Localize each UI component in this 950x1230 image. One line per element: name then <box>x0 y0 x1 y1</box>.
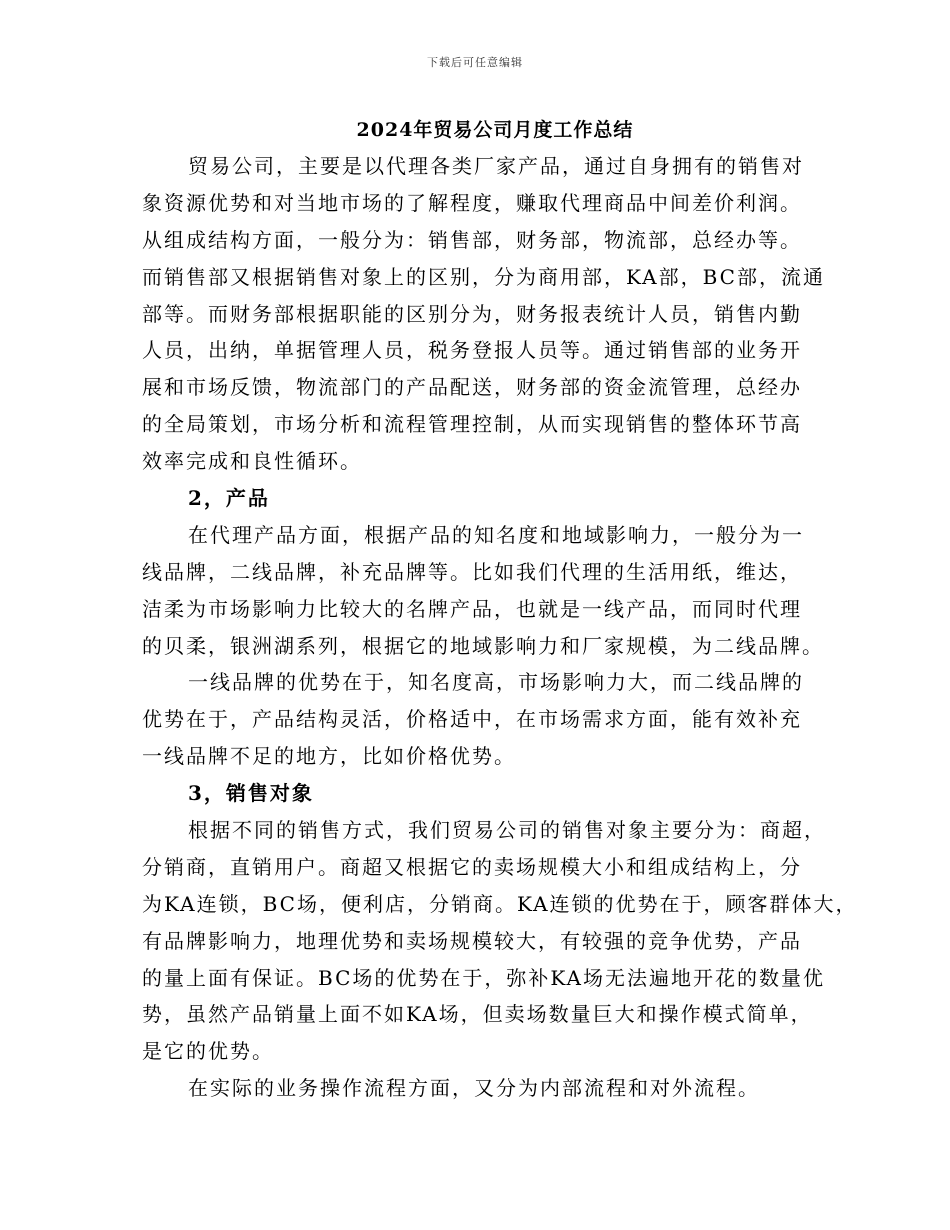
paragraph-line: 而销售部又根据销售对象上的区别，分为商用部，KA部，BC部，流通 <box>142 264 825 289</box>
paragraph-line: 一线品牌不足的地方，比如价格优势。 <box>142 744 516 769</box>
paragraph-line: 展和市场反馈，物流部门的产品配送，财务部的资金流管理，总经办 <box>142 375 802 400</box>
paragraph-line: 的贝柔，银洲湖系列，根据它的地域影响力和厂家规模，为二线品牌。 <box>142 633 824 658</box>
paragraph-line: 有品牌影响力，地理优势和卖场规模较大，有较强的竞争优势，产品 <box>142 928 802 953</box>
paragraph-line: 洁柔为市场影响力比较大的名牌产品，也就是一线产品，而同时代理 <box>142 596 802 621</box>
paragraph-line: 贸易公司，主要是以代理各类厂家产品，通过自身拥有的销售对 <box>188 154 804 178</box>
paragraph-line: 的全局策划，市场分析和流程管理控制，从而实现销售的整体环节高 <box>142 412 802 437</box>
paragraph-line: 是它的优势。 <box>142 1039 274 1064</box>
paragraph-line: 为KA连锁，BC场，便利店，分销商。KA连锁的优势在于，顾客群体大， <box>142 891 858 916</box>
section-heading: 2，产品 <box>188 486 270 511</box>
document-title: 2024年贸易公司月度工作总结 <box>356 119 634 141</box>
document-body <box>142 148 858 1107</box>
paragraph-line: 优势在于，产品结构灵活，价格适中，在市场需求方面，能有效补充 <box>142 707 802 732</box>
paragraph-line: 的量上面有保证。BC场的优势在于，弥补KA场无法遍地开花的数量优 <box>142 965 825 990</box>
section-heading: 3，销售对象 <box>188 781 314 806</box>
paragraph-line: 在代理产品方面，根据产品的知名度和地域影响力，一般分为一 <box>188 522 804 547</box>
paragraph-line: 根据不同的销售方式，我们贸易公司的销售对象主要分为：商超， <box>188 818 826 843</box>
paragraph-line: 一线品牌的优势在于，知名度高，市场影响力大，而二线品牌的 <box>188 670 804 695</box>
paragraph-line: 部等。而财务部根据职能的区别分为，财务报表统计人员，销售内勤 <box>142 301 802 326</box>
paragraph-line: 分销商，直销用户。商超又根据它的卖场规模大小和组成结构上，分 <box>142 854 802 879</box>
paragraph-line: 线品牌，二线品牌，补充品牌等。比如我们代理的生活用纸，维达， <box>142 559 802 584</box>
paragraph-line: 象资源优势和对当地市场的了解程度，赚取代理商品中间差价利润。 <box>142 190 802 215</box>
paragraph-line: 效率完成和良性循环。 <box>142 449 362 474</box>
header-note: 下载后可任意编辑 <box>427 56 523 69</box>
paragraph-line: 在实际的业务操作流程方面，又分为内部流程和对外流程。 <box>188 1076 760 1101</box>
paragraph-line: 势，虽然产品销量上面不如KA场，但卖场数量巨大和操作模式简单， <box>142 1002 813 1027</box>
paragraph-line: 从组成结构方面，一般分为：销售部，财务部，物流部，总经办等。 <box>142 227 802 252</box>
paragraph-line: 人员，出纳，单据管理人员，税务登报人员等。通过销售部的业务开 <box>142 338 802 363</box>
